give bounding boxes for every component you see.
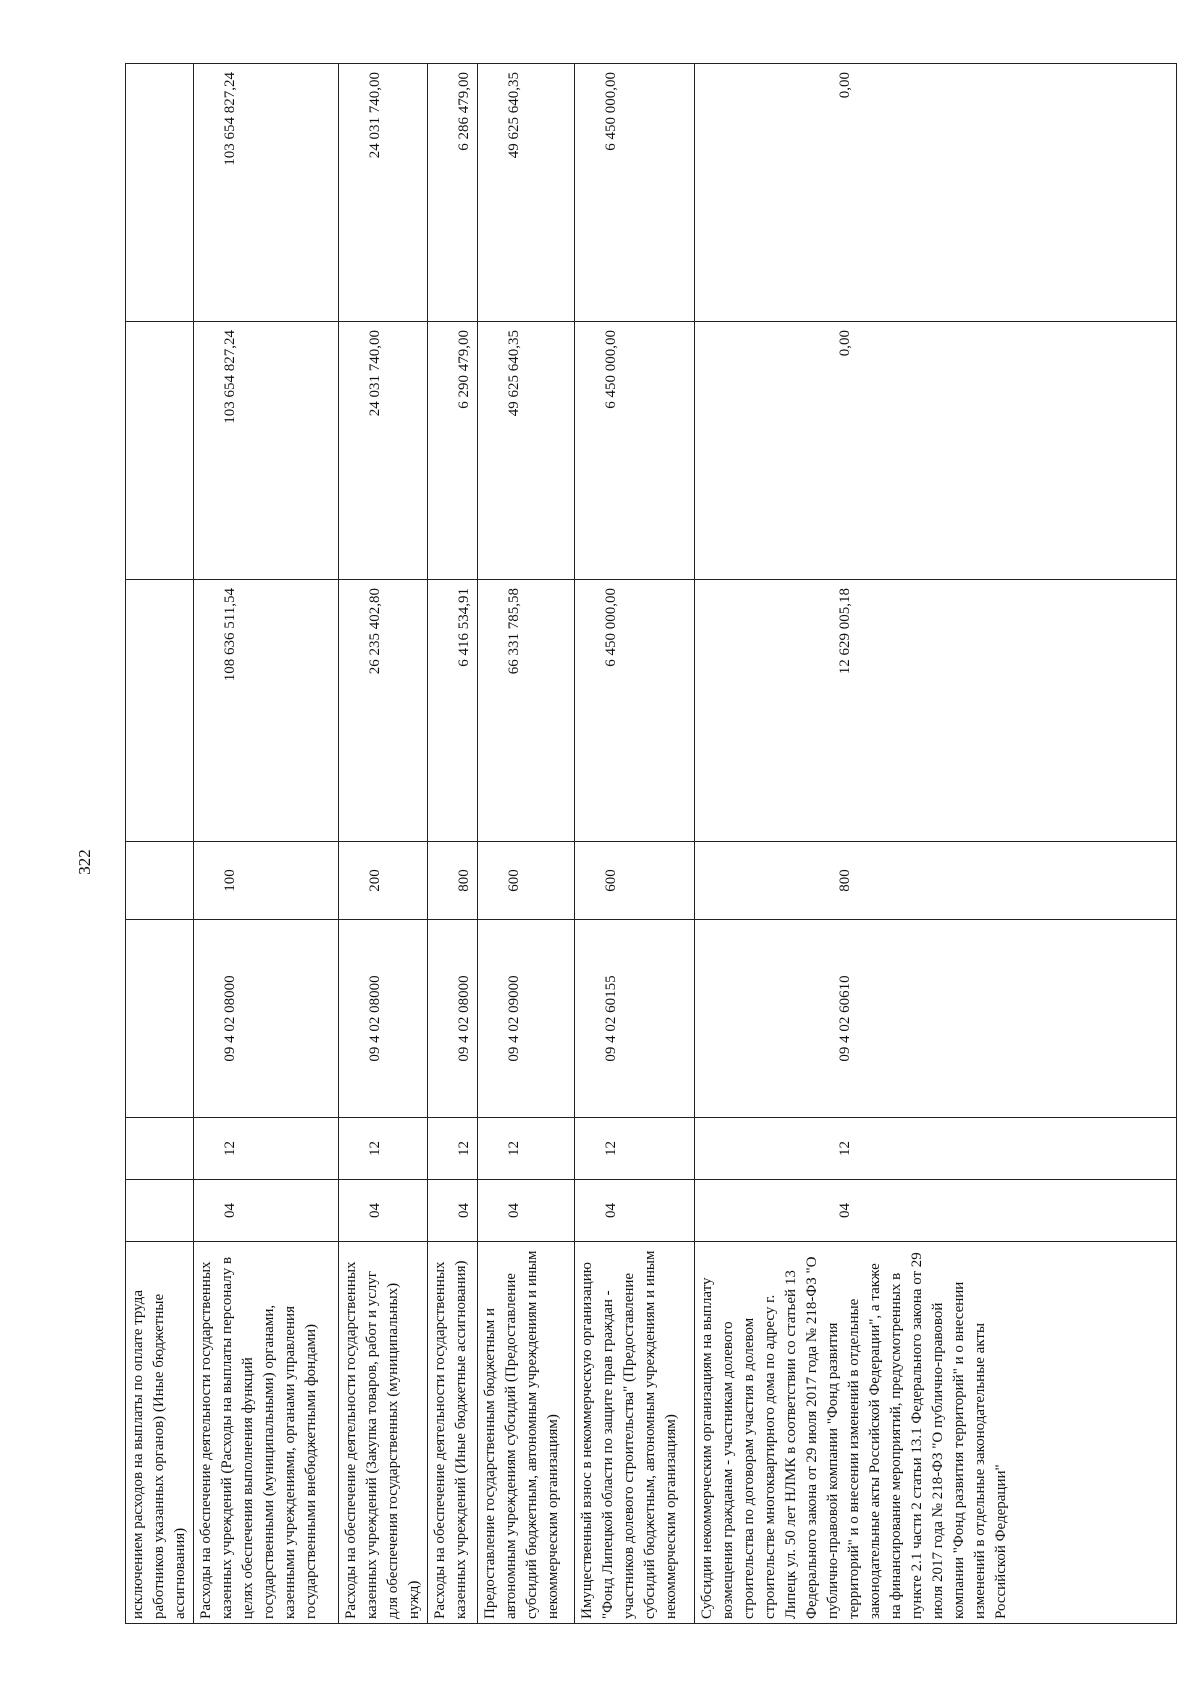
row-description: Расходы на обеспечение деятельности государственных казенных учреждений (Закупка товаров, работ и услуг для обеспечения государственных (муниципальных) нужд) (339, 1242, 428, 1624)
expense-kind-code: 100 (194, 842, 339, 920)
amount-3: 49 625 640,35 (478, 64, 575, 322)
table-row (575, 64, 695, 1624)
row-description: Расходы на обеспечение деятельности государственных казенных учреждений (Иные бюджетные ассигнования) (428, 1242, 478, 1624)
target-article-code: 09 4 02 60610 (695, 920, 1177, 1118)
target-article-code: 09 4 02 09000 (478, 920, 575, 1118)
amount-1: 108 636 511,54 (194, 580, 339, 842)
amount-2 (126, 322, 194, 580)
amount-2: 6 290 479,00 (428, 322, 478, 580)
amount-1: 66 331 785,58 (478, 580, 575, 842)
section-code: 04 (428, 1180, 478, 1242)
amount-1: 26 235 402,80 (339, 580, 428, 842)
table-row (478, 64, 575, 1624)
table-row (428, 64, 478, 1624)
amount-2: 49 625 640,35 (478, 322, 575, 580)
subsection-code: 12 (428, 1118, 478, 1180)
amount-3: 0,00 (695, 64, 1177, 322)
row-description: Имущественный взнос в некоммерческую организацию "Фонд Липецкой области по защите прав граждан - участников долевого строительства" (Предоставление субсидий бюджетным, автономным учреждениям и иным некоммерческим организациям) (575, 1242, 695, 1624)
amount-1: 6 450 000,00 (575, 580, 695, 842)
subsection-code: 12 (194, 1118, 339, 1180)
row-description: исключением расходов на выплаты по оплате труда работников указанных органов) (Иные бюджетные ассигнования) (126, 1242, 194, 1624)
target-article-code: 09 4 02 60155 (575, 920, 695, 1118)
section-code: 04 (194, 1180, 339, 1242)
amount-3: 6 450 000,00 (575, 64, 695, 322)
expense-kind-code: 800 (695, 842, 1177, 920)
section-code (126, 1180, 194, 1242)
section-code: 04 (575, 1180, 695, 1242)
amount-1 (126, 580, 194, 842)
amount-3: 103 654 827,24 (194, 64, 339, 322)
subsection-code: 12 (575, 1118, 695, 1180)
amount-3 (126, 64, 194, 322)
expense-kind-code: 600 (575, 842, 695, 920)
amount-2: 0,00 (695, 322, 1177, 580)
subsection-code (126, 1118, 194, 1180)
amount-1: 6 416 534,91 (428, 580, 478, 842)
table-row (339, 64, 428, 1624)
amount-2: 103 654 827,24 (194, 322, 339, 580)
amount-1: 12 629 005,18 (695, 580, 1177, 842)
page-number: 322 (74, 849, 94, 875)
expense-kind-code: 600 (478, 842, 575, 920)
row-description: Расходы на обеспечение деятельности государственных казенных учреждений (Расходы на выплаты персоналу в целях обеспечения выполнения функций государственными (муниципальными) органами, казенными учреждениями, органами управления государственными внебюджетными фондами) (194, 1242, 339, 1624)
expense-kind-code (126, 842, 194, 920)
section-code: 04 (478, 1180, 575, 1242)
amount-3: 24 031 740,00 (339, 64, 428, 322)
budget-table (125, 63, 1177, 1624)
subsection-code: 12 (478, 1118, 575, 1180)
target-article-code (126, 920, 194, 1118)
amount-3: 6 286 479,00 (428, 64, 478, 322)
row-description: Предоставление государственным бюджетным и автономным учреждениям субсидий (Предоставление субсидий бюджетным, автономным учреждениям и иным некоммерческим организациям) (478, 1242, 575, 1624)
subsection-code: 12 (695, 1118, 1177, 1180)
amount-2: 6 450 000,00 (575, 322, 695, 580)
expense-kind-code: 200 (339, 842, 428, 920)
target-article-code: 09 4 02 08000 (428, 920, 478, 1118)
table-row (126, 64, 194, 1624)
table-row (695, 64, 1177, 1624)
section-code: 04 (339, 1180, 428, 1242)
target-article-code: 09 4 02 08000 (339, 920, 428, 1118)
expense-kind-code: 800 (428, 842, 478, 920)
table-row (194, 64, 339, 1624)
row-description: Субсидии некоммерческим организациям на выплату возмещения гражданам - участникам долевого строительства по договорам участия в долевом строительстве многоквартирного дома по адресу г. Липецк ул. 50 лет НЛМК в соответствии со статьей 13 Федерального закона от 29 июля 2017 года № 218-ФЗ "О публично-правовой компании "Фонд развития территорий" и о внесении изменений в отдельные законодательные акты Российской Федерации", а также на финансирование мероприятий, предусмотренных в пункте 2.1 части 2 статьи 13.1 Федерального закона от 29 июля 2017 года № 218-ФЗ "О публично-правовой компании "Фонд развития территорий" и о внесении изменений в отдельные законодательные акты Российской Федерации" (695, 1242, 1177, 1624)
budget-table-sheet (125, 64, 1177, 1624)
subsection-code: 12 (339, 1118, 428, 1180)
section-code: 04 (695, 1180, 1177, 1242)
target-article-code: 09 4 02 08000 (194, 920, 339, 1118)
amount-2: 24 031 740,00 (339, 322, 428, 580)
